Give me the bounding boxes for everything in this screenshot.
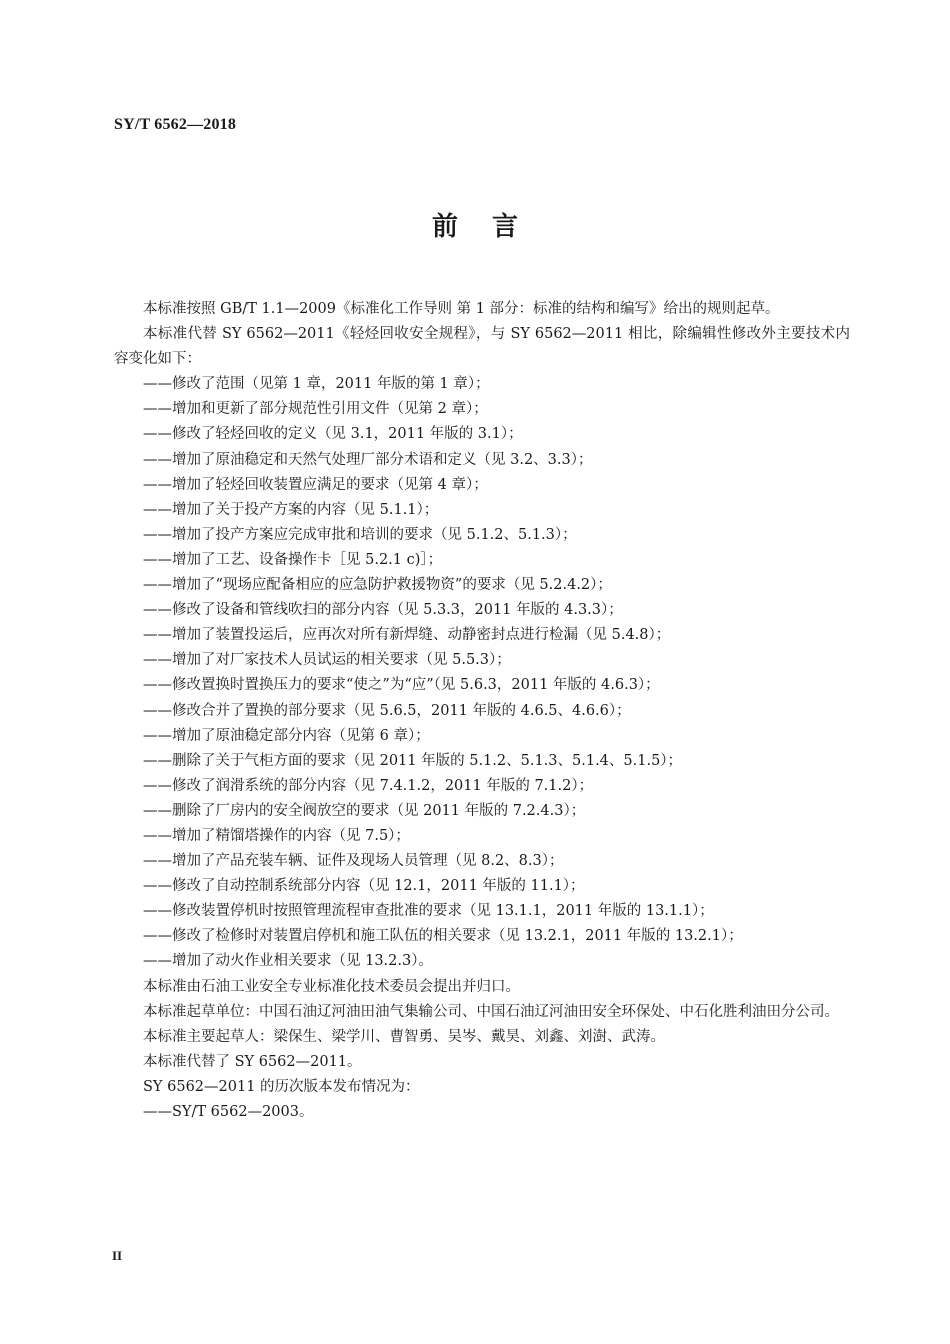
- list-item: ——增加了“现场应配备相应的应急防护救援物资”的要求（见 5.2.4.2）；: [143, 577, 612, 594]
- list-item: ——修改了轻烃回收的定义（见 3.1，2011 年版的 3.1）；: [143, 426, 523, 443]
- page-title: 前言: [431, 212, 552, 242]
- list-item: ——增加了投产方案应完成审批和培训的要求（见 5.1.2、5.1.3）；: [143, 526, 577, 543]
- list-item: ——增加了产品充装车辆、证件及现场人员管理（见 8.2、8.3）；: [143, 853, 564, 870]
- history-list: [114, 1100, 850, 1125]
- list-item: ——修改了润滑系统的部分内容（见 7.4.1.2，2011 年版的 7.1.2）；: [143, 777, 594, 794]
- list-item: ——增加了动火作业相关要求（见 13.2.3）。: [143, 953, 433, 970]
- list-item: ——增加了关于投产方案的内容（见 5.1.1）；: [143, 501, 439, 518]
- drafters-paragraph: 本标准主要起草人：梁保生、梁学川、曹智勇、吴岑、戴昊、刘鑫、刘澍、武涛。: [143, 1028, 665, 1045]
- proposer-paragraph: 本标准由石油工业安全专业标准化技术委员会提出并归口。: [143, 978, 520, 995]
- foreword-body: [114, 297, 850, 1125]
- page-number: II: [112, 1248, 123, 1263]
- list-item: ——增加了装置投运后，应再次对所有新焊缝、动静密封点进行检漏（见 5.4.8）；: [143, 627, 671, 644]
- list-item: ——增加了精馏塔操作的内容（见 7.5）；: [143, 827, 410, 844]
- list-item: ——增加了对厂家技术人员试运的相关要求（见 5.5.3）；: [143, 652, 511, 669]
- list-item: ——修改置换时置换压力的要求“使之”为“应”（见 5.6.3，2011 年版的 4.6.3）；: [143, 677, 660, 694]
- replacement-paragraph: 本标准代替 SY 6562—2011《轻烃回收安全规程》，与 SY 6562—2011 相比，除编辑性修改外主要技术内容变化如下：: [114, 326, 850, 368]
- list-item: ——修改合并了置换的部分要求（见 5.6.5，2011 年版的 4.6.5、4.6.6）；: [143, 702, 631, 719]
- list-item: ——删除了厂房内的安全阀放空的要求（见 2011 年版的 7.2.4.3）；: [143, 802, 586, 819]
- list-item: ——修改了检修时对装置启停机和施工队伍的相关要求（见 13.2.1，2011 年版的 13.2.1）；: [143, 928, 743, 945]
- list-item: ——修改了自动控制系统部分内容（见 12.1，2011 年版的 11.1）；: [143, 878, 585, 895]
- list-item: ——增加了原油稳定部分内容（见第 6 章）；: [143, 727, 430, 744]
- document-code: SY/T 6562—2018: [114, 116, 237, 133]
- list-item: ——增加了原油稳定和天然气处理厂部分术语和定义（见 3.2、3.3）；: [143, 451, 593, 468]
- list-item: ——增加了工艺、设备操作卡［见 5.2.1 c)］；: [143, 551, 443, 568]
- list-item: ——SY/T 6562—2003。: [143, 1104, 314, 1120]
- list-item: ——增加了轻烃回收装置应满足的要求（见第 4 章）；: [143, 476, 488, 493]
- list-item: ——修改了设备和管线吹扫的部分内容（见 5.3.3，2011 年版的 4.3.3）；: [143, 602, 623, 619]
- history-intro-paragraph: SY 6562—2011 的历次版本发布情况为：: [143, 1078, 420, 1095]
- list-item: ——增加和更新了部分规范性引用文件（见第 2 章）；: [143, 401, 488, 418]
- replaced-paragraph: 本标准代替了 SY 6562—2011。: [143, 1053, 362, 1070]
- changes-list: [114, 372, 850, 974]
- list-item: ——修改装置停机时按照管理流程审查批准的要求（见 13.1.1，2011 年版的 13.1.1）；: [143, 903, 714, 920]
- list-item: ——删除了关于气柜方面的要求（见 2011 年版的 5.1.2、5.1.3、5.1.4、5.1.5）；: [143, 752, 683, 769]
- list-item: ——修改了范围（见第 1 章，2011 年版的第 1 章）；: [143, 376, 490, 393]
- drafting-units-paragraph: 本标准起草单位：中国石油辽河油田油气集输公司、中国石油辽河油田安全环保处、中石化胜利油田分公司。: [143, 1003, 839, 1020]
- drafting-rules-paragraph: 本标准按照 GB/T 1.1—2009《标准化工作导则 第 1 部分：标准的结构和编写》给出的规则起草。: [143, 301, 780, 317]
